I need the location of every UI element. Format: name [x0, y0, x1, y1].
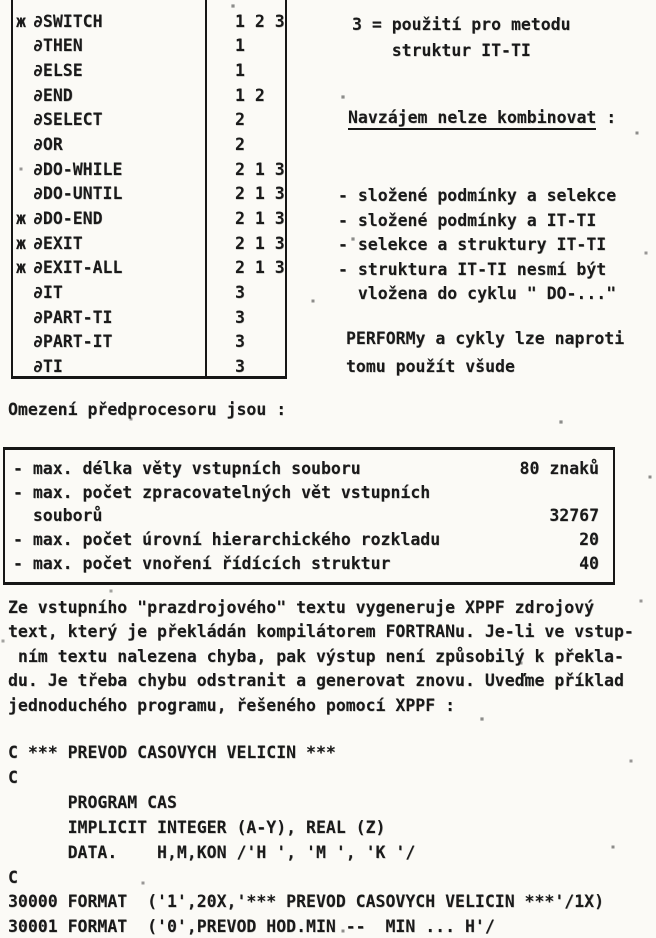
limits-intro: Omezení předprocesoru jsou : — [8, 400, 287, 419]
table-row — [13, 329, 285, 354]
levels-cell: 3 — [235, 332, 245, 352]
row-marker: ж — [16, 11, 26, 31]
table-row — [13, 206, 285, 231]
legend-note — [352, 12, 571, 63]
levels-cell: 1 — [235, 36, 245, 56]
levels-cell: 2 1 3 — [235, 258, 285, 278]
levels-cell: 2 — [235, 110, 245, 130]
levels-cell: 1 — [235, 61, 245, 81]
table-row — [13, 132, 285, 157]
perform-note — [346, 325, 624, 381]
limit-label: souborů — [13, 506, 103, 526]
row-marker: ж — [16, 233, 26, 253]
keyword-cell: ∂SWITCH — [33, 11, 103, 31]
keyword-cell: ∂THEN — [33, 36, 83, 56]
levels-cell: 1 2 — [235, 85, 265, 105]
row-marker: ж — [16, 258, 26, 278]
paragraph-line: jednoduchého programu, řešeného pomocí XPPF : — [8, 695, 456, 715]
table-row — [13, 231, 285, 256]
keyword-cell: ∂OR — [33, 135, 63, 155]
fortran-code — [8, 741, 604, 938]
levels-cell: 3 — [235, 356, 245, 376]
scan-noise — [0, 0, 2, 2]
limit-label: - max. délka věty vstupních souboru — [13, 459, 361, 479]
code-line: IMPLICIT INTEGER (A-Y), REAL (Z) — [8, 817, 386, 837]
code-line: 30001 FORMAT ('0',PREVOD HOD.MIN -- MIN ... H'/ — [8, 917, 495, 937]
keyword-cell: ∂PART-TI — [33, 307, 113, 327]
table-row — [13, 181, 285, 206]
paragraph-line: Ze vstupního "prazdrojového" textu vygeneruje XPPF zdrojový — [8, 598, 595, 617]
keyword-cell: ∂DO-WHILE — [33, 159, 123, 179]
keyword-cell: ∂IT — [33, 282, 63, 302]
incompatibility-item: vložena do cyklu " DO-..." — [338, 284, 617, 303]
table-row — [13, 305, 285, 330]
levels-cell: 2 1 3 — [235, 208, 285, 228]
levels-cell: 1 2 3 — [235, 11, 285, 31]
row-marker: ж — [16, 208, 26, 228]
limit-value: 80 znaků — [519, 459, 599, 479]
limits-table — [3, 447, 615, 585]
table-row — [13, 354, 285, 379]
keyword-cell: ∂DO-UNTIL — [33, 184, 123, 204]
levels-cell: 2 1 3 — [235, 233, 285, 253]
levels-cell: 3 — [235, 282, 245, 302]
table-row — [13, 280, 285, 305]
limit-value: 40 — [579, 553, 599, 573]
paragraph-line: text, který je překládán kompilátorem FORTRANu. Je-li ve vstup- — [8, 622, 634, 642]
code-line: 30000 FORMAT ('1',20X,'*** PREVOD CASOVYCH VELICIN ***'/1X) — [8, 892, 605, 912]
keyword-cell: ∂TI — [33, 356, 63, 376]
incompatibility-item: - složené podmínky a selekce — [338, 186, 617, 205]
limit-label: - max. počet úrovní hierarchického rozkladu — [13, 530, 441, 550]
heading-underlined-text: Navzájem nelze kombinovat — [348, 108, 596, 130]
table-row — [13, 108, 285, 133]
incompatibility-item: - struktura IT-TI nesmí být — [338, 259, 607, 279]
perform-note-line: tomu použít všude — [346, 357, 515, 376]
incompatibility-heading — [348, 108, 616, 127]
table-row — [13, 34, 285, 59]
code-line: PROGRAM CAS — [8, 792, 177, 812]
limit-value: 32767 — [549, 506, 599, 526]
paragraph-line: ním textu nalezena chyba, pak výstup není způsobilý k překla- — [8, 646, 624, 666]
limit-row — [5, 551, 613, 575]
limit-row — [5, 481, 613, 505]
legend-line: struktur IT-TI — [352, 40, 531, 60]
keyword-cell: ∂EXIT-ALL — [33, 258, 123, 278]
perform-note-line: PERFORMy a cykly lze naproti — [346, 329, 625, 348]
keyword-cell: ∂DO-END — [33, 208, 103, 228]
keyword-cell: ∂EXIT — [33, 233, 83, 253]
keyword-cell: ∂ELSE — [33, 61, 83, 81]
table-row — [13, 83, 285, 108]
limit-label: - max. počet zpracovatelných vět vstupních — [13, 482, 431, 502]
limit-row — [5, 457, 613, 481]
paragraph-line: du. Je třeba chybu odstranit a generovat znovu. Uveďme příklad — [8, 671, 624, 691]
code-line: C — [8, 867, 18, 887]
keyword-table — [11, 0, 287, 379]
body-paragraph — [8, 596, 634, 718]
limit-value: 20 — [579, 530, 599, 550]
table-row — [13, 157, 285, 182]
limit-row — [5, 528, 613, 552]
incompatibility-item: - složené podmínky a IT-TI — [338, 210, 597, 230]
limit-row — [5, 504, 613, 528]
table-row — [13, 9, 285, 34]
levels-cell: 2 1 3 — [235, 184, 285, 204]
heading-colon: : — [596, 108, 617, 127]
code-line: DATA. H,M,KON /'H ', 'M ', 'K '/ — [8, 842, 416, 862]
table-row — [13, 58, 285, 83]
keyword-cell: ∂SELECT — [33, 110, 103, 130]
incompatibility-item: - selekce a struktury IT-TI — [338, 235, 607, 254]
keyword-cell: ∂END — [33, 85, 73, 105]
code-line: C *** PREVOD CASOVYCH VELICIN *** — [8, 743, 336, 762]
keyword-cell: ∂PART-IT — [33, 332, 113, 352]
limit-label: - max. počet vnoření řídících struktur — [13, 553, 391, 573]
levels-cell: 2 — [235, 135, 245, 155]
table-row — [13, 255, 285, 280]
levels-cell: 3 — [235, 307, 245, 327]
levels-cell: 2 1 3 — [235, 159, 285, 179]
code-line: C — [8, 767, 18, 787]
legend-line: 3 = použití pro metodu — [352, 15, 571, 34]
incompatibility-list — [338, 184, 616, 307]
